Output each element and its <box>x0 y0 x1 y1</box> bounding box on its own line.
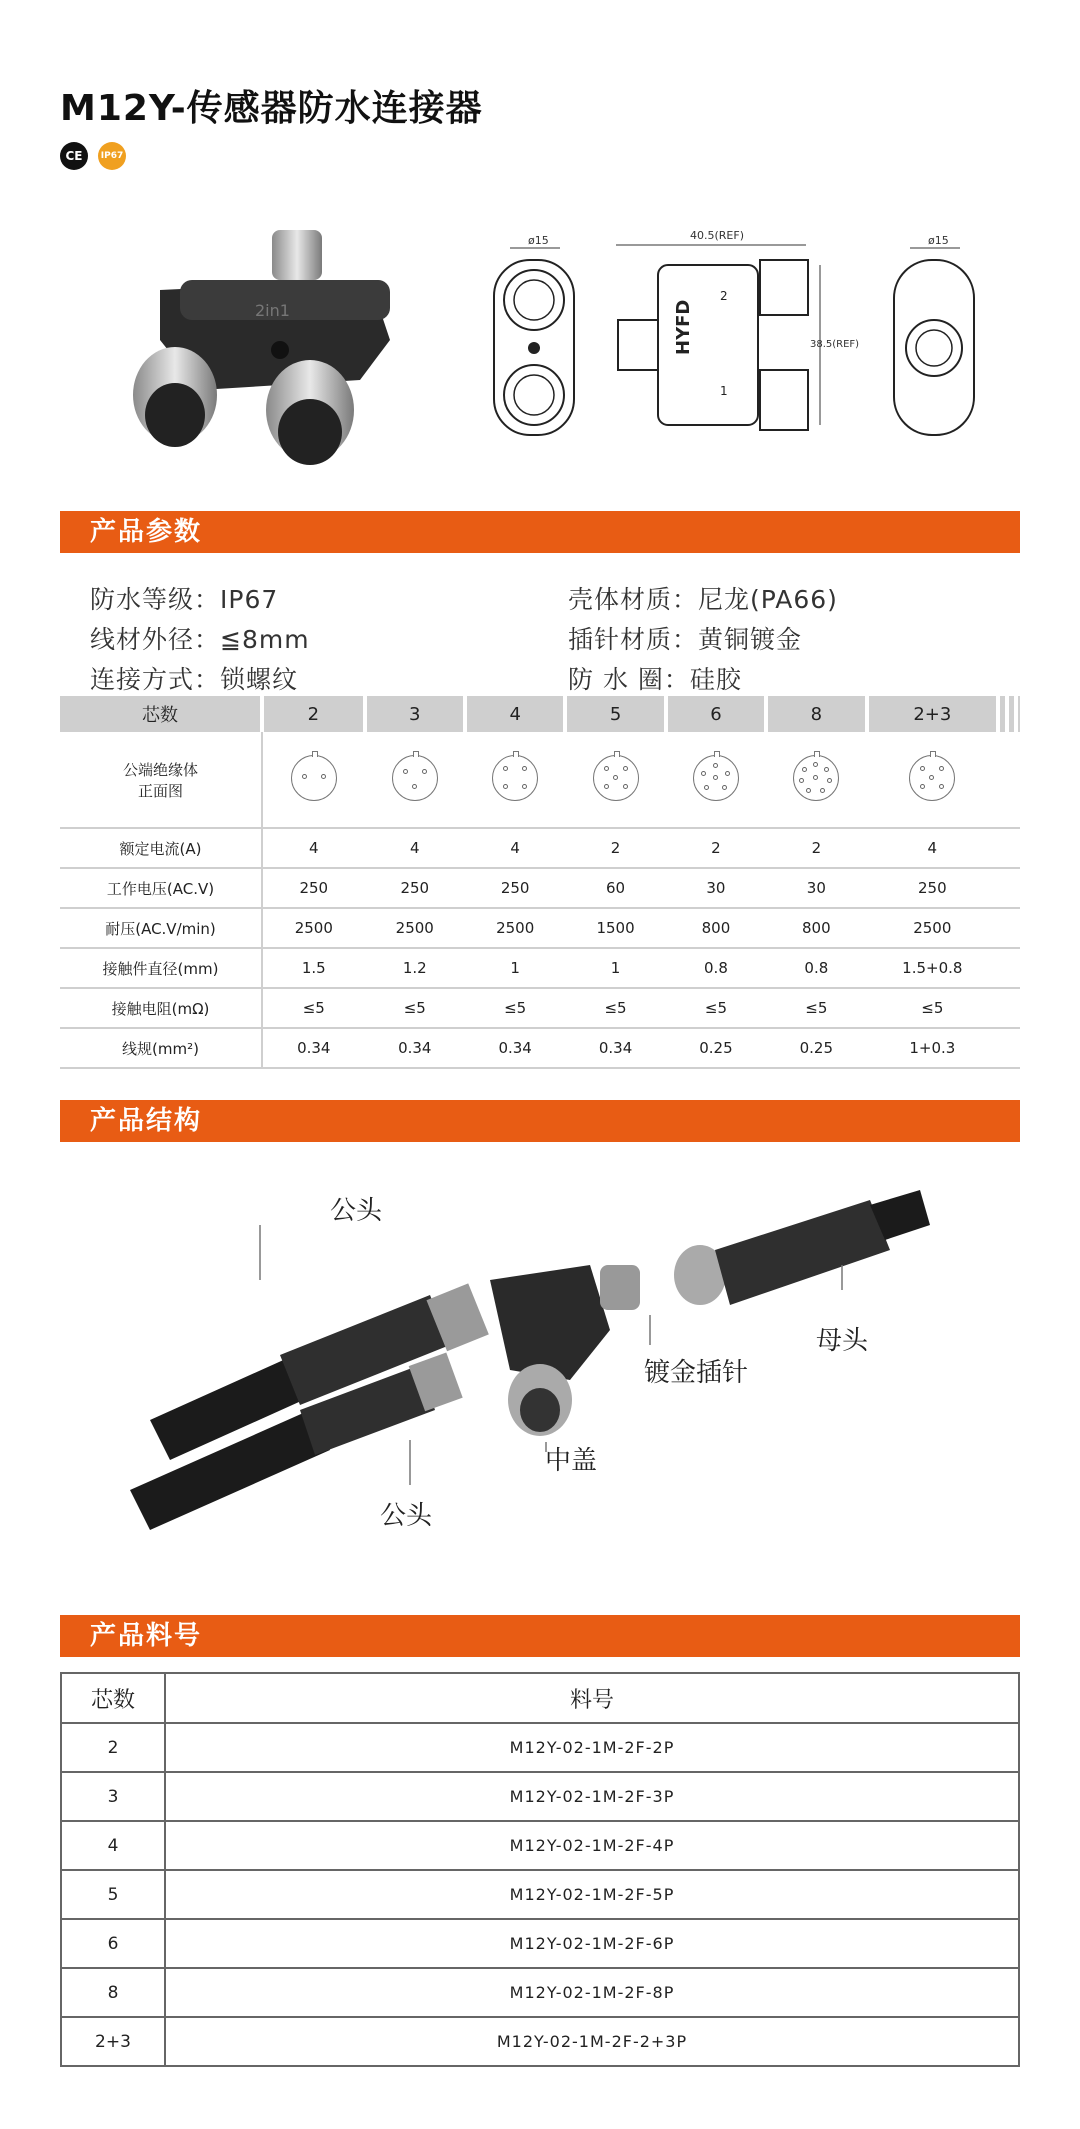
spec-row <box>60 1028 1020 1068</box>
drawing-side-view <box>610 225 860 440</box>
spec-cell-empty <box>998 1028 1007 1068</box>
spec-cell: 250 <box>867 868 999 908</box>
spec-cell-empty <box>1007 948 1016 988</box>
spec-cell: 1.2 <box>365 948 465 988</box>
section-parts-header: 产品料号 <box>60 1615 1020 1657</box>
part-cores-cell: 8 <box>61 1968 165 2017</box>
pin-layout-8-icon <box>793 755 839 801</box>
pin-layout-3-icon <box>392 755 438 801</box>
product-photo <box>120 220 420 480</box>
spec-core-col: 2+3 <box>867 696 999 732</box>
spec-row-label: 接触件直径(mm) <box>60 948 262 988</box>
param-seal: 防 水 圈：硅胶 <box>568 665 742 694</box>
spec-cell: 1500 <box>565 908 665 948</box>
spec-cell: 60 <box>565 868 665 908</box>
param-waterproof: 防水等级：IP67 <box>90 585 279 614</box>
spec-cell: ≤5 <box>465 988 565 1028</box>
part-number-cell: M12Y-02-1M-2F-5P <box>165 1870 1019 1919</box>
part-cores-cell: 2+3 <box>61 2017 165 2066</box>
spec-table <box>60 696 1020 1069</box>
spec-cell-empty <box>1016 828 1020 868</box>
spec-cell-empty <box>1016 908 1020 948</box>
dia-right-label: ø15 <box>928 234 949 247</box>
spec-header-cores: 芯数 <box>60 696 262 732</box>
spec-row-label: 工作电压(AC.V) <box>60 868 262 908</box>
spec-cell: 1 <box>465 948 565 988</box>
part-row <box>61 1821 1019 1870</box>
pin-row-label: 公端绝缘体 正面图 <box>60 732 262 828</box>
structure-illustration <box>130 1180 950 1540</box>
page-title: M12Y-传感器防水连接器 <box>60 88 483 129</box>
spec-cell: 2500 <box>867 908 999 948</box>
param-connection: 连接方式：锁螺纹 <box>90 665 299 694</box>
spec-core-col: 5 <box>565 696 665 732</box>
spec-cell: 30 <box>666 868 766 908</box>
spec-cell: 2 <box>565 828 665 868</box>
spec-row <box>60 828 1020 868</box>
part-cores-cell: 2 <box>61 1723 165 1772</box>
part-col-cores: 芯数 <box>61 1673 165 1723</box>
spec-cell-empty <box>1016 988 1020 1028</box>
part-row <box>61 1723 1019 1772</box>
pin-layout-6-icon <box>693 755 739 801</box>
pin-layout-4-icon <box>492 755 538 801</box>
spec-cell: 250 <box>262 868 365 908</box>
spec-cell: 0.8 <box>766 948 866 988</box>
spec-cell-empty <box>1007 828 1016 868</box>
port-1-label: 1 <box>720 384 728 398</box>
drawing-front-view <box>480 230 590 440</box>
pin-layout-2-icon <box>291 755 337 801</box>
label-male-top: 公头 <box>330 1196 383 1226</box>
spec-row <box>60 948 1020 988</box>
spec-cell: ≤5 <box>365 988 465 1028</box>
spec-cell-empty <box>1016 868 1020 908</box>
part-number-cell: M12Y-02-1M-2F-3P <box>165 1772 1019 1821</box>
spec-row <box>60 868 1020 908</box>
spec-cell: 250 <box>365 868 465 908</box>
spec-cell: ≤5 <box>262 988 365 1028</box>
spec-cell: 0.25 <box>766 1028 866 1068</box>
pin-layout-2-3-icon <box>909 755 955 801</box>
spec-cell-empty <box>1007 1028 1016 1068</box>
label-male-bottom: 公头 <box>380 1501 433 1531</box>
spec-row <box>60 908 1020 948</box>
part-number-cell: M12Y-02-1M-2F-6P <box>165 1919 1019 1968</box>
section-structure-header: 产品结构 <box>60 1100 1020 1142</box>
spec-cell: 250 <box>465 868 565 908</box>
ce-badge: CE <box>60 142 88 170</box>
spec-cell: 1+0.3 <box>867 1028 999 1068</box>
spec-row-label: 线规(mm²) <box>60 1028 262 1068</box>
part-row <box>61 1968 1019 2017</box>
param-shell-material: 壳体材质：尼龙(PA66) <box>568 585 838 614</box>
part-cores-cell: 3 <box>61 1772 165 1821</box>
spec-cell: 800 <box>766 908 866 948</box>
spec-cell: 2 <box>666 828 766 868</box>
pin-layout-5-icon <box>593 755 639 801</box>
part-row <box>61 1919 1019 1968</box>
part-row <box>61 1772 1019 1821</box>
spec-cell: 2 <box>766 828 866 868</box>
spec-cell: 0.25 <box>666 1028 766 1068</box>
label-cap: 中盖 <box>545 1446 598 1476</box>
brand-mark: HYFD <box>673 299 694 355</box>
spec-core-col: 6 <box>666 696 766 732</box>
spec-cell: 1.5 <box>262 948 365 988</box>
spec-cell-empty <box>1007 988 1016 1028</box>
spec-cell: 30 <box>766 868 866 908</box>
spec-row <box>60 988 1020 1028</box>
spec-cell-empty <box>1016 948 1020 988</box>
spec-core-col: 2 <box>262 696 365 732</box>
spec-cell: 2500 <box>465 908 565 948</box>
spec-core-col <box>1007 696 1016 732</box>
spec-cell: 0.34 <box>465 1028 565 1068</box>
port-2-label: 2 <box>720 289 728 303</box>
spec-cell: 4 <box>365 828 465 868</box>
spec-cell: ≤5 <box>666 988 766 1028</box>
spec-core-col: 8 <box>766 696 866 732</box>
part-cores-cell: 6 <box>61 1919 165 1968</box>
part-number-table <box>60 1672 1020 2067</box>
spec-cell: 0.34 <box>365 1028 465 1068</box>
spec-cell: 2500 <box>365 908 465 948</box>
spec-cell: ≤5 <box>766 988 866 1028</box>
spec-cell-empty <box>998 988 1007 1028</box>
spec-cell-empty <box>998 868 1007 908</box>
part-number-cell: M12Y-02-1M-2F-8P <box>165 1968 1019 2017</box>
spec-cell: 0.34 <box>262 1028 365 1068</box>
spec-cell: 4 <box>465 828 565 868</box>
label-female: 母头 <box>816 1326 869 1356</box>
spec-core-col <box>1016 696 1020 732</box>
spec-cell-empty <box>1007 908 1016 948</box>
spec-cell: 4 <box>262 828 365 868</box>
spec-core-col: 3 <box>365 696 465 732</box>
spec-cell: ≤5 <box>565 988 665 1028</box>
spec-cell: 1.5+0.8 <box>867 948 999 988</box>
spec-cell-empty <box>1016 1028 1020 1068</box>
label-gold-pin: 镀金插针 <box>644 1358 749 1388</box>
part-row <box>61 1870 1019 1919</box>
part-number-cell: M12Y-02-1M-2F-4P <box>165 1821 1019 1870</box>
emboss-text: 2in1 <box>255 301 290 320</box>
spec-cell: 0.34 <box>565 1028 665 1068</box>
part-row <box>61 2017 1019 2066</box>
param-cable-od: 线材外径：≦8mm <box>90 625 310 654</box>
param-pin-material: 插针材质：黄铜镀金 <box>568 625 803 654</box>
spec-cell: 1 <box>565 948 665 988</box>
spec-cell-empty <box>998 948 1007 988</box>
spec-core-col: 4 <box>465 696 565 732</box>
ip67-badge: IP67 <box>98 142 126 170</box>
part-cores-cell: 4 <box>61 1821 165 1870</box>
part-number-cell: M12Y-02-1M-2F-2P <box>165 1723 1019 1772</box>
spec-cell: 4 <box>867 828 999 868</box>
spec-core-col <box>998 696 1007 732</box>
dia-left-label: ø15 <box>528 234 549 247</box>
spec-row-label: 耐压(AC.V/min) <box>60 908 262 948</box>
section-params-header: 产品参数 <box>60 511 1020 553</box>
spec-cell: 800 <box>666 908 766 948</box>
spec-row-label: 额定电流(A) <box>60 828 262 868</box>
drawing-back-view <box>880 230 990 440</box>
spec-cell: 0.8 <box>666 948 766 988</box>
part-col-number: 料号 <box>165 1673 1019 1723</box>
part-cores-cell: 5 <box>61 1870 165 1919</box>
spec-cell: ≤5 <box>867 988 999 1028</box>
width-ref-label: 40.5(REF) <box>690 229 744 242</box>
height-ref-label: 38.5(REF) <box>810 339 860 350</box>
spec-cell-empty <box>998 828 1007 868</box>
spec-cell: 2500 <box>262 908 365 948</box>
part-number-cell: M12Y-02-1M-2F-2+3P <box>165 2017 1019 2066</box>
spec-cell-empty <box>998 908 1007 948</box>
spec-row-label: 接触电阻(mΩ) <box>60 988 262 1028</box>
spec-cell-empty <box>1007 868 1016 908</box>
